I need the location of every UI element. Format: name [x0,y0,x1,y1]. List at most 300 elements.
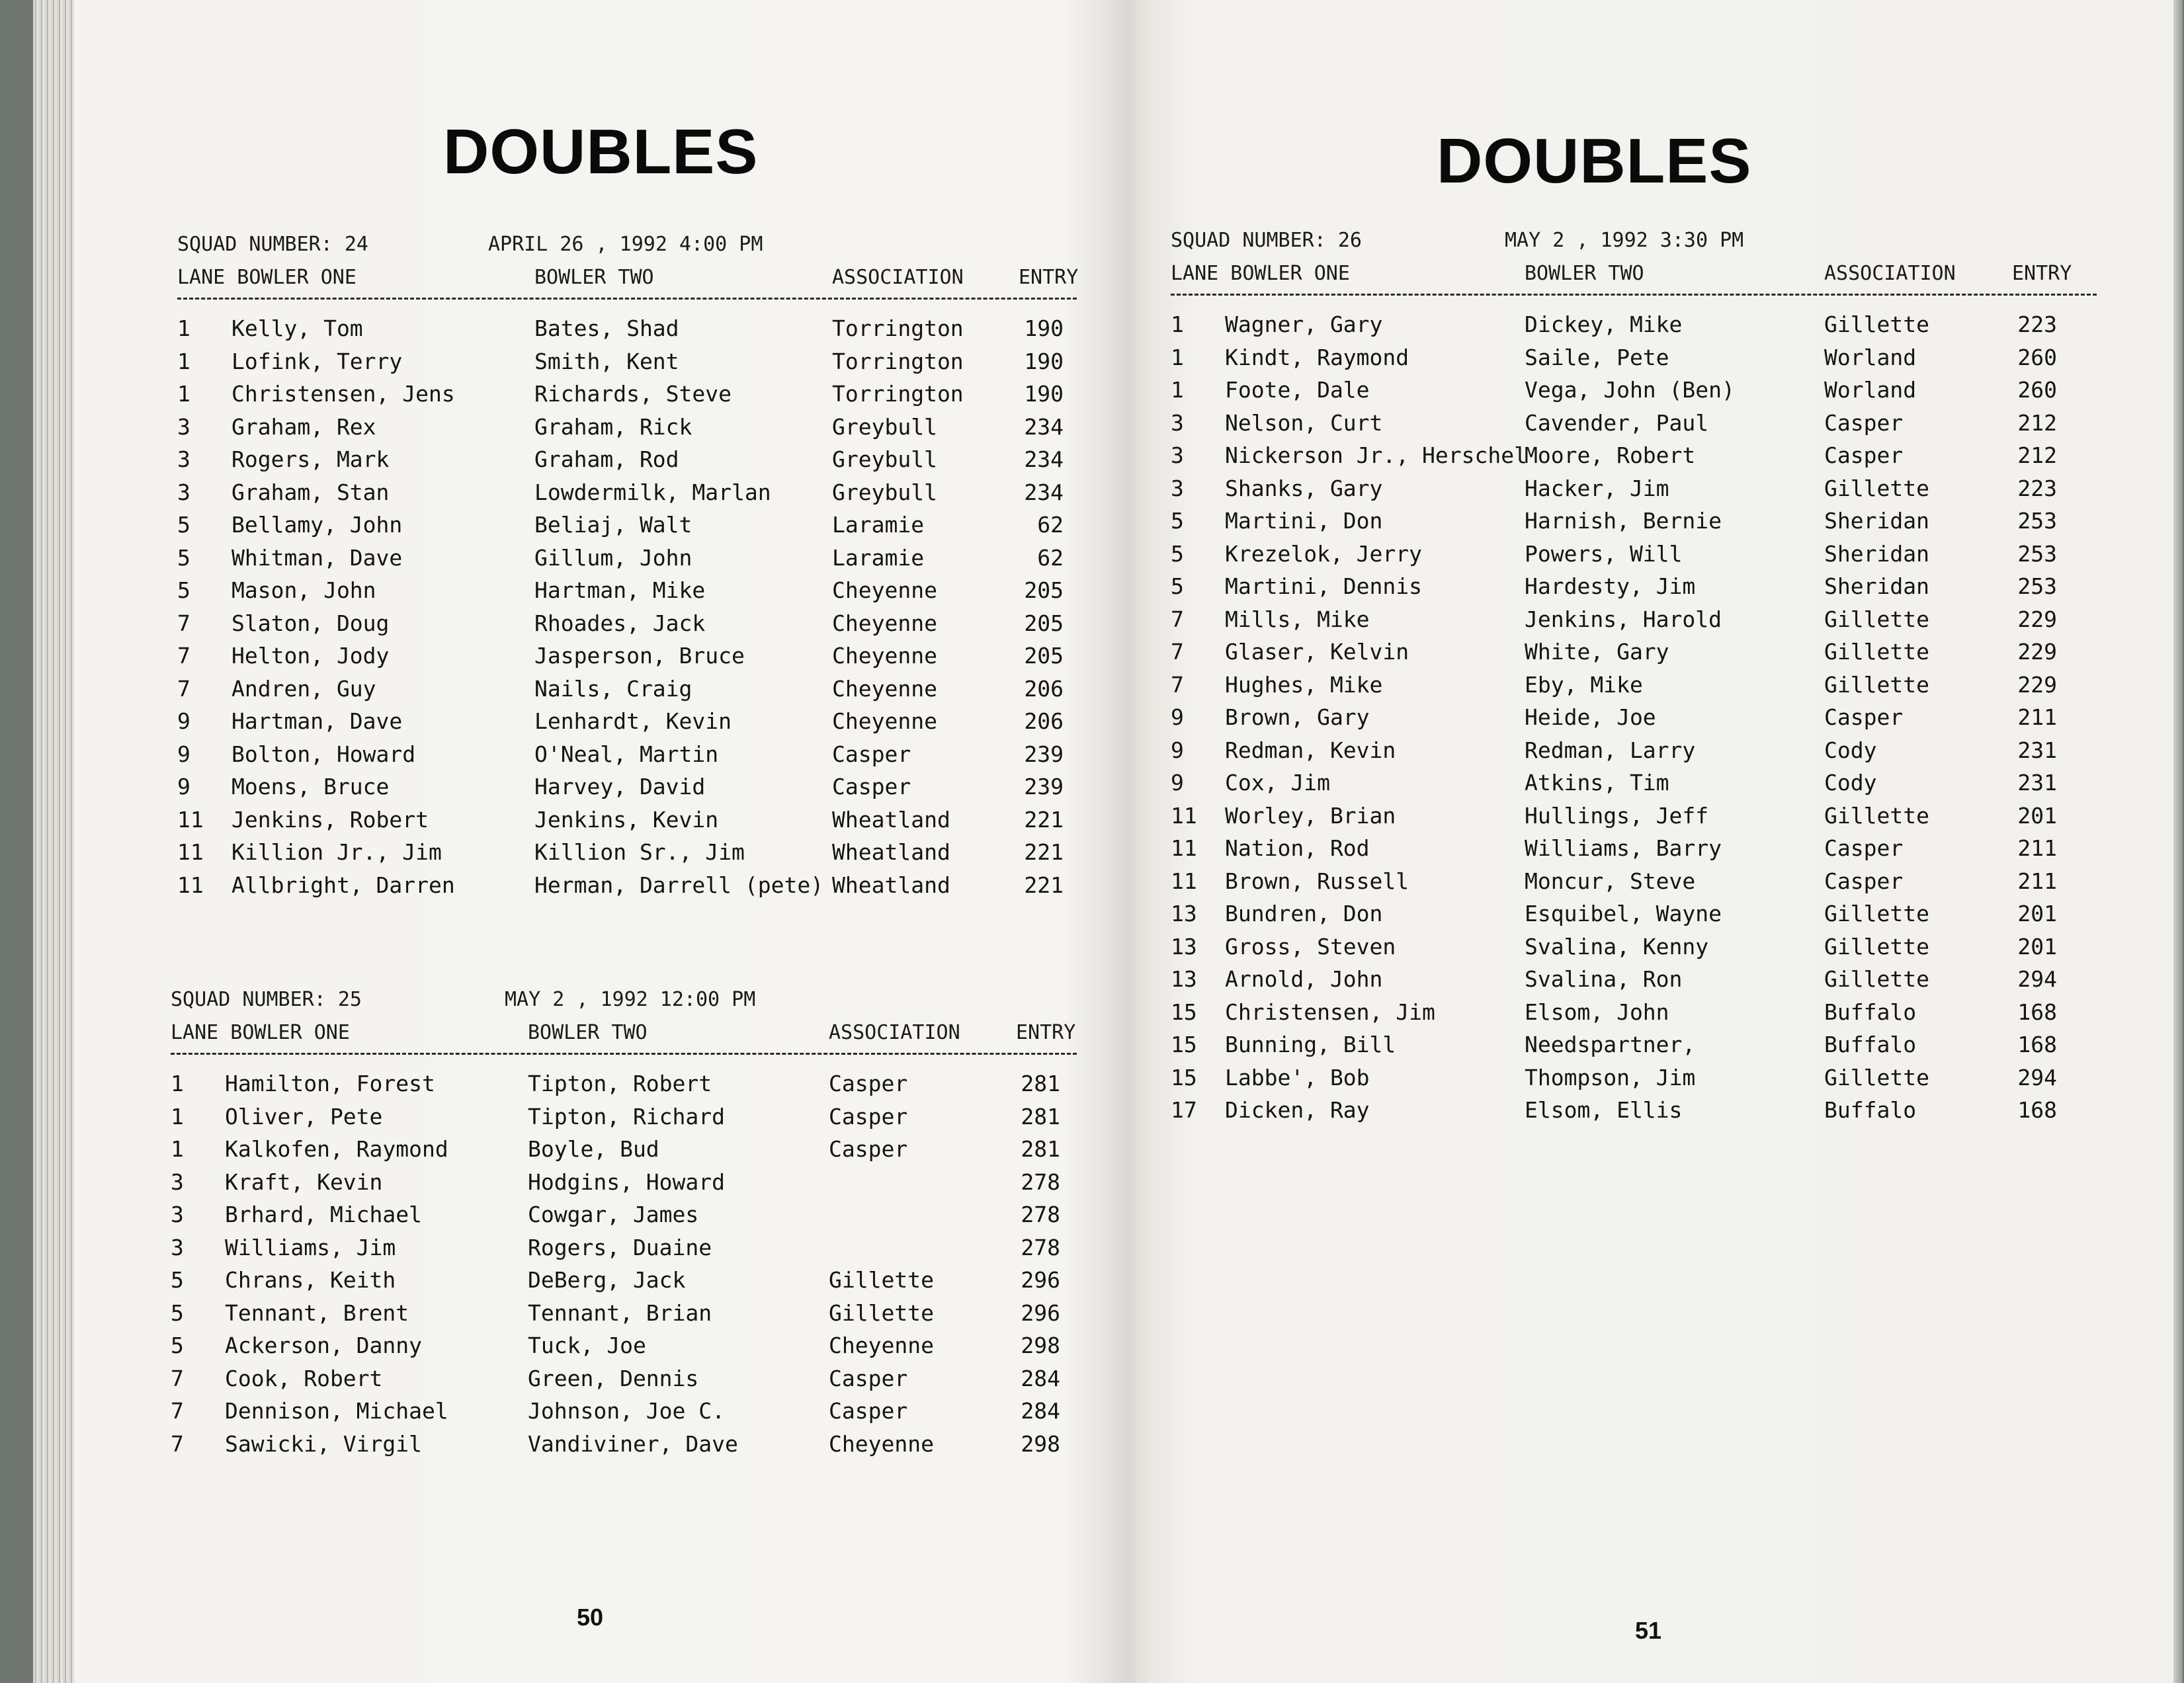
association-name: Cheyenne [832,675,937,702]
col-association: ASSOCIATION [829,1021,960,1044]
lane-number: 1 [177,348,190,374]
association-name: Cheyenne [829,1430,934,1457]
lane-number: 5 [171,1299,184,1326]
association-name: Casper [829,1136,908,1162]
lane-number: 7 [1171,639,1184,665]
entry-number: 211 [2017,704,2057,730]
association-name: Casper [832,774,911,800]
entry-number: 212 [2017,442,2057,468]
entry-number: 281 [1021,1136,1060,1162]
table-row [177,545,1077,578]
association-name: Wheatland [832,872,950,898]
lane-number: 9 [1171,704,1184,730]
lane-number: 3 [177,413,190,440]
squad-24 [177,233,1077,905]
bowler-two-name: Graham, Rod [534,446,679,472]
lane-number: 9 [177,708,190,734]
lane-number: 9 [177,774,190,800]
entry-number: 278 [1021,1202,1060,1227]
entry-number: 205 [1024,643,1064,669]
bowler-two-name: Beliaj, Walt [534,512,693,538]
bowler-one-name: Glaser, Kelvin [1225,639,1409,665]
bowler-two-name: Esquibel, Wayne [1525,901,1722,926]
bowler-two-name: Harvey, David [534,774,706,800]
association-name: Greybull [832,446,937,472]
table-row [1171,901,2097,934]
bowler-one-name: Mason, John [231,577,376,603]
table-row [177,315,1077,349]
bowler-two-name: Saile, Pete [1525,344,1669,370]
bowler-one-name: Foote, Dale [1225,377,1370,403]
bowler-one-name: Nation, Rod [1225,835,1370,861]
table-row [1171,442,2097,475]
table-row [1171,672,2097,705]
book-page-edges-left [33,0,74,1683]
bowler-two-name: Cowgar, James [528,1202,699,1227]
bowler-two-name: Svalina, Kenny [1525,933,1709,960]
association-name: Casper [829,1071,908,1096]
bowler-two-name: Graham, Rick [534,413,693,440]
table-row [1171,737,2097,770]
lane-number: 7 [171,1430,184,1457]
association-name: Buffalo [1824,1097,1917,1123]
bowler-two-name: DeBerg, Jack [528,1267,686,1293]
lane-number: 5 [177,544,190,571]
bowler-two-name: Jasperson, Bruce [534,643,745,669]
dashed-rule [177,298,1077,300]
association-name: Buffalo [1824,1032,1917,1057]
bowler-two-name: White, Gary [1525,639,1669,665]
association-name: Gillette [1824,966,1929,992]
lane-number: 3 [1171,409,1184,436]
association-name: Gillette [1824,933,1929,960]
lane-number: 3 [177,479,190,505]
association-name: Casper [829,1398,908,1424]
entry-number: 206 [1024,675,1064,702]
lane-number: 1 [1171,344,1184,370]
lane-number: 13 [1171,933,1197,960]
association-name: Wheatland [832,806,950,833]
lane-number: 1 [171,1136,184,1162]
bowler-one-name: Andren, Guy [231,675,376,702]
bowler-one-name: Jenkins, Robert [231,806,429,833]
lane-number: 5 [171,1267,184,1293]
bowler-one-name: Cook, Robert [225,1365,383,1391]
entry-number: 260 [2017,344,2057,370]
right-page [1171,0,2110,1683]
col-bowler-two: BOWLER TWO [534,266,654,289]
bowler-one-name: Martini, Dennis [1225,573,1423,599]
entry-number: 229 [2017,671,2057,698]
bowler-one-name: Williams, Jim [225,1234,396,1260]
bowler-two-name: Moncur, Steve [1525,868,1696,894]
bowler-one-name: Nickerson Jr., Herschel [1225,442,1527,468]
bowler-one-name: Moens, Bruce [231,774,390,800]
entry-number: 294 [2017,1064,2057,1090]
entry-number: 190 [1024,348,1064,374]
table-row [177,872,1077,905]
lane-number: 9 [1171,770,1184,796]
squad-25 [171,988,1077,1463]
table-row [177,643,1077,676]
bowler-one-name: Labbe', Bob [1225,1064,1370,1090]
col-association: ASSOCIATION [1824,262,1956,285]
table-row [177,577,1077,610]
entry-number: 201 [2017,901,2057,926]
entry-number: 281 [1021,1103,1060,1129]
bowler-one-name: Brown, Gary [1225,704,1370,730]
association-name: Gillette [1824,901,1929,926]
bowler-two-name: Richards, Steve [534,381,732,407]
association-name: Casper [829,1103,908,1129]
lane-number: 7 [1171,606,1184,632]
table-row [1171,835,2097,868]
bowler-two-name: Lowdermilk, Marlan [534,479,771,505]
table-row [1171,606,2097,639]
table-row [177,610,1077,643]
entry-number: 284 [1021,1398,1060,1424]
lane-number: 5 [1171,573,1184,599]
entry-number: 234 [1024,413,1064,440]
table-row [1171,868,2097,901]
association-name: Casper [832,741,911,767]
bowler-one-name: Sawicki, Virgil [225,1430,423,1457]
table-row [1171,1032,2097,1065]
bowler-one-name: Kalkofen, Raymond [225,1136,448,1162]
col-entry: ENTRY [2012,262,2072,285]
bowler-two-name: Elsom, Ellis [1525,1097,1683,1123]
table-row [1171,345,2097,378]
bowler-one-name: Shanks, Gary [1225,475,1383,501]
association-name: Casper [1824,409,1904,436]
entry-number: 201 [2017,802,2057,829]
association-name: Casper [1824,442,1904,468]
bowler-two-name: Jenkins, Kevin [534,806,719,833]
lane-number: 1 [171,1103,184,1129]
bowler-one-name: Wagner, Gary [1225,311,1383,337]
bowler-one-name: Oliver, Pete [225,1103,383,1129]
bowler-one-name: Bunning, Bill [1225,1032,1396,1057]
table-row [177,807,1077,840]
entry-number: 278 [1021,1234,1060,1260]
association-name: Gillette [1824,606,1929,632]
association-name: Sheridan [1824,508,1929,534]
lane-number: 1 [1171,377,1184,403]
association-name: Gillette [1824,1064,1929,1090]
bowler-two-name: Rogers, Duaine [528,1234,712,1260]
entry-number: 296 [1021,1299,1060,1326]
squad-26 [1171,229,2097,1130]
entry-number: 231 [2017,737,2057,763]
bowler-one-name: Tennant, Brent [225,1299,409,1326]
dashed-rule [1171,294,2097,296]
lane-number: 11 [1171,868,1197,894]
bowler-one-name: Chrans, Keith [225,1267,396,1293]
bowler-two-name: Hullings, Jeff [1525,802,1709,829]
association-name: Cody [1824,770,1877,796]
association-name: Cheyenne [832,708,937,734]
bowler-one-name: Cox, Jim [1225,770,1330,796]
association-name: Torrington [832,315,964,341]
entry-number: 234 [1024,479,1064,505]
entry-number: 253 [2017,508,2057,534]
lane-number: 17 [1171,1097,1197,1123]
bowler-two-name: Harnish, Bernie [1525,508,1722,534]
bowler-one-name: Bundren, Don [1225,901,1383,926]
lane-number: 7 [1171,671,1184,698]
lane-number: 3 [177,446,190,472]
bowler-two-name: O'Neal, Martin [534,741,719,767]
association-name: Torrington [832,381,964,407]
table-row [171,1366,1077,1399]
bowler-two-name: Vandiviner, Dave [528,1430,738,1457]
col-lane-bowler-one: LANE BOWLER ONE [1171,262,1350,285]
entry-number: 223 [2017,311,2057,337]
table-row [177,446,1077,479]
col-lane-bowler-one: LANE BOWLER ONE [177,266,357,289]
lane-number: 15 [1171,1064,1197,1090]
table-row [1171,934,2097,967]
table-row [1171,541,2097,574]
entry-number: 298 [1021,1333,1060,1358]
table-row [1171,770,2097,803]
bowler-one-name: Lofink, Terry [231,348,403,374]
squad-number: SQUAD NUMBER: 24 [177,233,368,256]
table-row [177,381,1077,414]
bowler-one-name: Kelly, Tom [231,315,363,341]
lane-number: 1 [171,1071,184,1096]
entry-number: 211 [2017,835,2057,861]
entry-number: 296 [1021,1267,1060,1293]
bowler-one-name: Arnold, John [1225,966,1383,992]
association-name: Gillette [1824,311,1929,337]
table-row [1171,377,2097,410]
lane-number: 15 [1171,999,1197,1025]
association-name: Greybull [832,479,937,505]
bowler-one-name: Kindt, Raymond [1225,344,1409,370]
bowler-one-name: Gross, Steven [1225,933,1396,960]
association-name: Laramie [832,544,925,571]
entry-number: 221 [1024,872,1064,898]
table-row [1171,311,2097,345]
bowler-one-name: Krezelok, Jerry [1225,540,1423,567]
lane-number: 3 [1171,475,1184,501]
lane-number: 11 [1171,835,1197,861]
bowler-two-name: Hartman, Mike [534,577,706,603]
table-row [1171,966,2097,999]
bowler-one-name: Bellamy, John [231,512,403,538]
lane-number: 5 [171,1333,184,1358]
table-row [177,676,1077,709]
lane-number: 13 [1171,901,1197,926]
table-row [177,512,1077,545]
bowler-one-name: Hughes, Mike [1225,671,1383,698]
association-name: Cody [1824,737,1877,763]
table-row [1171,1065,2097,1098]
association-name: Cheyenne [832,610,937,636]
association-name: Sheridan [1824,540,1929,567]
bowler-one-name: Martini, Don [1225,508,1383,534]
association-name: Gillette [1824,671,1929,698]
bowler-one-name: Brown, Russell [1225,868,1409,894]
table-row [1171,475,2097,509]
bowler-one-name: Brhard, Michael [225,1202,423,1227]
entry-number: 205 [1024,577,1064,603]
squad-datetime: MAY 2 , 1992 12:00 PM [505,988,756,1011]
bowler-one-name: Worley, Brian [1225,802,1396,829]
entry-number: 253 [2017,540,2057,567]
association-name: Buffalo [1824,999,1917,1025]
association-name: Casper [1824,704,1904,730]
bowler-two-name: Hardesty, Jim [1525,573,1696,599]
entry-number: 298 [1021,1430,1060,1457]
bowler-one-name: Redman, Kevin [1225,737,1396,763]
bowler-two-name: Jenkins, Harold [1525,606,1722,632]
entry-number: 239 [1024,774,1064,800]
bowler-two-name: Elsom, John [1525,999,1669,1025]
lane-number: 7 [171,1365,184,1391]
association-name: Casper [829,1365,908,1391]
squad-rows [177,315,1077,905]
bowler-two-name: Atkins, Tim [1525,770,1669,796]
lane-number: 5 [177,577,190,603]
lane-number: 11 [1171,802,1197,829]
bowler-one-name: Ackerson, Danny [225,1333,423,1358]
table-row [1171,999,2097,1032]
bowler-two-name: Svalina, Ron [1525,966,1683,992]
bowler-two-name: Johnson, Joe C. [528,1398,726,1424]
entry-number: 168 [2017,1032,2057,1057]
association-name: Casper [1824,835,1904,861]
entry-number: 294 [2017,966,2057,992]
table-row [177,741,1077,774]
lane-number: 1 [1171,311,1184,337]
entry-number: 278 [1021,1169,1060,1195]
lane-number: 5 [1171,508,1184,534]
lane-number: 3 [171,1169,184,1195]
bowler-two-name: Williams, Barry [1525,835,1722,861]
table-row [171,1398,1077,1431]
table-row [1171,639,2097,672]
entry-number: 253 [2017,573,2057,599]
entry-number: 284 [1021,1365,1060,1391]
col-entry: ENTRY [1019,266,1079,289]
bowler-one-name: Killion Jr., Jim [231,839,442,865]
entry-number: 206 [1024,708,1064,734]
bowler-one-name: Rogers, Mark [231,446,390,472]
bowler-two-name: Moore, Robert [1525,442,1696,468]
squad-datetime: MAY 2 , 1992 3:30 PM [1505,229,1744,252]
bowler-two-name: Green, Dennis [528,1365,699,1391]
bowler-two-name: Tennant, Brian [528,1299,712,1326]
table-row [177,839,1077,872]
association-name: Gillette [829,1299,934,1326]
table-row [1171,573,2097,606]
table-row [171,1267,1077,1300]
association-name: Sheridan [1824,573,1929,599]
bowler-two-name: Eby, Mike [1525,671,1643,698]
bowler-two-name: Tuck, Joe [528,1333,646,1358]
table-row [1171,704,2097,737]
bowler-two-name: Boyle, Bud [528,1136,659,1162]
table-row [1171,508,2097,541]
col-bowler-two: BOWLER TWO [528,1021,648,1044]
squad-number: SQUAD NUMBER: 26 [1171,229,1362,252]
bowler-one-name: Kraft, Kevin [225,1169,383,1195]
table-row [177,479,1077,513]
col-association: ASSOCIATION [832,266,964,289]
table-row [171,1333,1077,1366]
lane-number: 11 [177,839,204,865]
entry-number: 201 [2017,933,2057,960]
entry-number: 221 [1024,806,1064,833]
squad-datetime: APRIL 26 , 1992 4:00 PM [488,233,763,256]
association-name: Gillette [1824,475,1929,501]
lane-number: 9 [1171,737,1184,763]
lane-number: 13 [1171,966,1197,992]
lane-number: 7 [177,643,190,669]
lane-number: 5 [1171,540,1184,567]
lane-number: 5 [177,512,190,538]
association-name: Gillette [1824,639,1929,665]
table-row [177,349,1077,382]
association-name: Cheyenne [832,643,937,669]
page-number: 50 [577,1604,604,1631]
bowler-two-name: Nails, Craig [534,675,693,702]
entry-number: 229 [2017,639,2057,665]
association-name: Torrington [832,348,964,374]
bowler-two-name: Lenhardt, Kevin [534,708,732,734]
bowler-one-name: Graham, Rex [231,413,376,440]
entry-number: 223 [2017,475,2057,501]
association-name: Worland [1824,377,1917,403]
bowler-two-name: Redman, Larry [1525,737,1696,763]
association-name: Greybull [832,413,937,440]
association-name: Cheyenne [829,1333,934,1358]
lane-number: 7 [177,675,190,702]
lane-number: 3 [1171,442,1184,468]
table-row [171,1235,1077,1268]
page-title: DOUBLES [1437,126,1752,196]
bowler-one-name: Hamilton, Forest [225,1071,435,1096]
bowler-one-name: Helton, Jody [231,643,390,669]
squad-rows [171,1071,1077,1463]
association-name: Wheatland [832,839,950,865]
table-row [171,1431,1077,1464]
table-row [177,774,1077,807]
table-row [171,1202,1077,1235]
entry-number: 229 [2017,606,2057,632]
entry-number: 62 [1037,512,1064,538]
bowler-two-name: Cavender, Paul [1525,409,1709,436]
lane-number: 3 [171,1234,184,1260]
bowler-two-name: Vega, John (Ben) [1525,377,1735,403]
association-name: Gillette [1824,802,1929,829]
entry-number: 212 [2017,409,2057,436]
entry-number: 231 [2017,770,2057,796]
bowler-two-name: Tipton, Robert [528,1071,712,1096]
lane-number: 11 [177,872,204,898]
lane-number: 3 [171,1202,184,1227]
entry-number: 260 [2017,377,2057,403]
squad-rows [1171,311,2097,1130]
left-page [146,0,1105,1683]
bowler-two-name: Thompson, Jim [1525,1064,1696,1090]
entry-number: 190 [1024,381,1064,407]
bowler-two-name: Bates, Shad [534,315,679,341]
bowler-one-name: Mills, Mike [1225,606,1370,632]
bowler-one-name: Bolton, Howard [231,741,416,767]
